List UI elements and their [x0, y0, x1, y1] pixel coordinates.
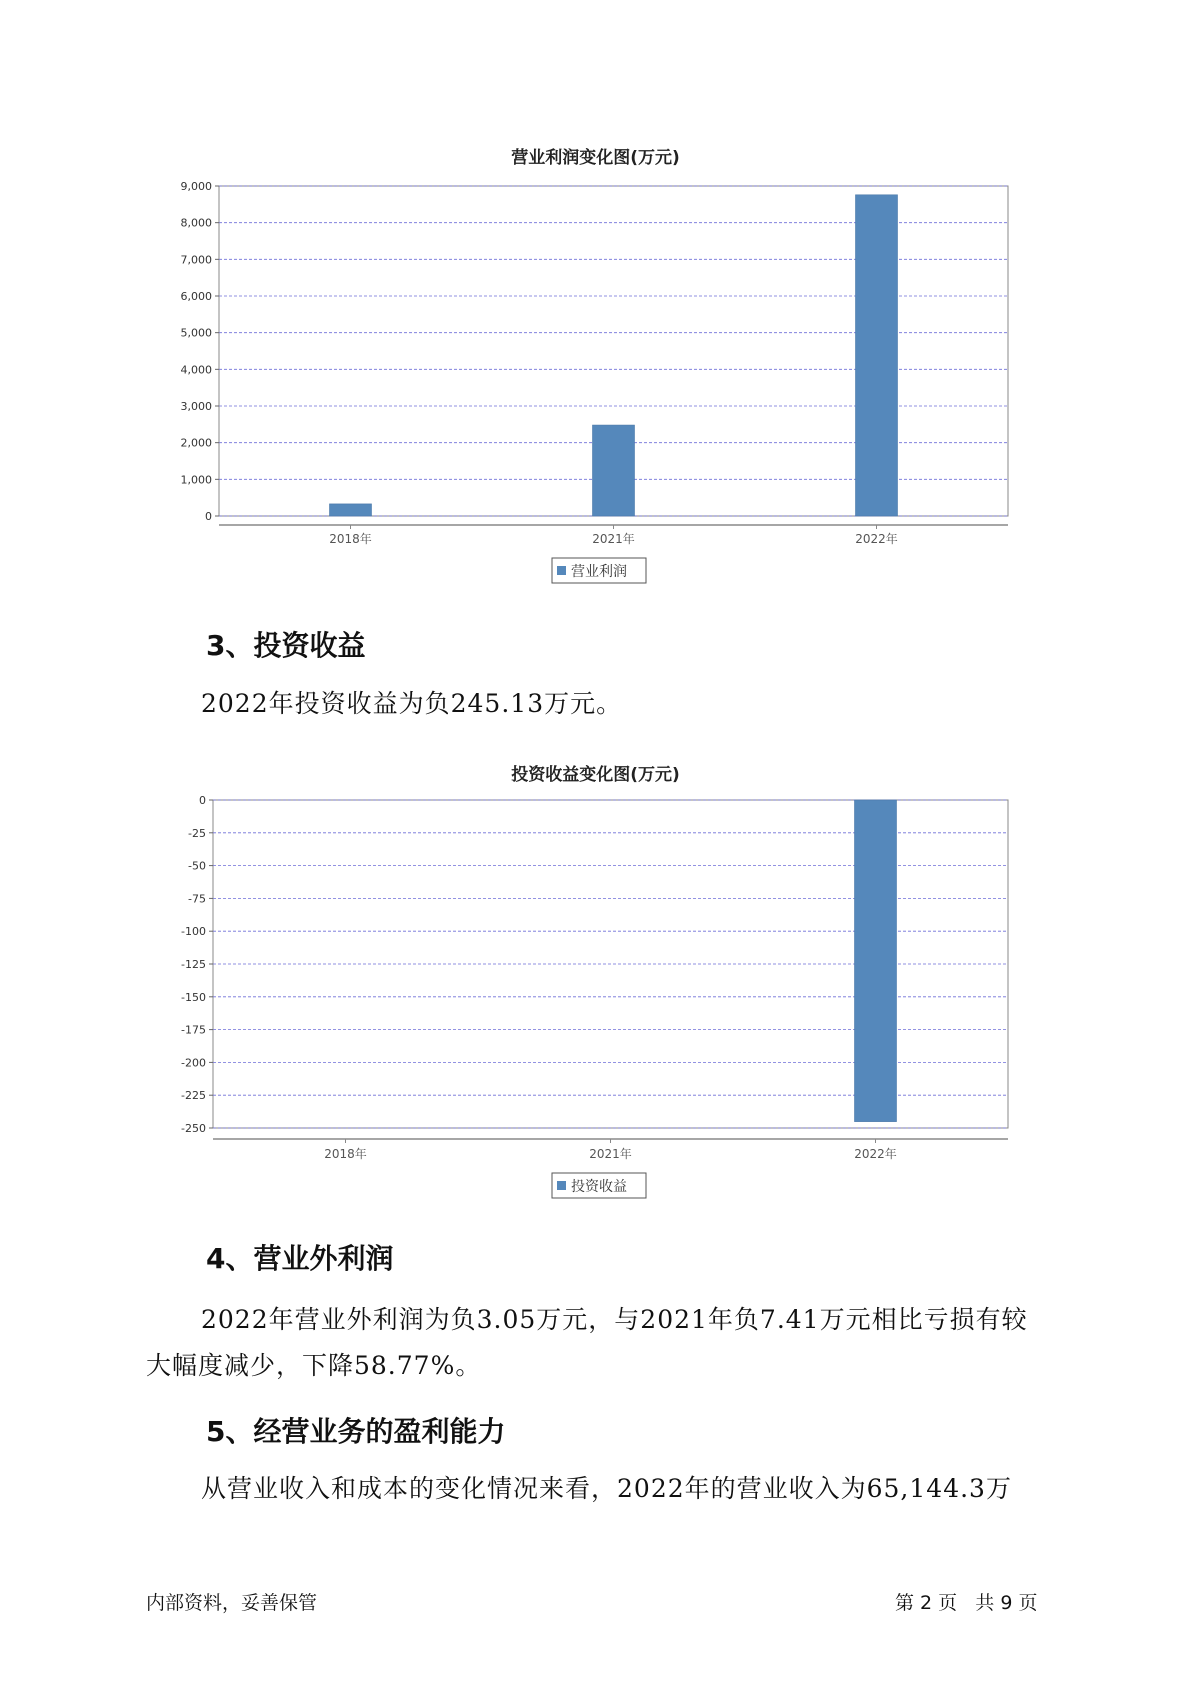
y-tick-label: 3,000: [180, 400, 212, 413]
y-tick-label: 4,000: [180, 363, 212, 377]
legend: [552, 558, 646, 583]
y-tick-label: 1,000: [180, 473, 212, 487]
x-tick-label: 2021年: [592, 532, 635, 546]
y-tick-label: -200: [181, 1056, 206, 1070]
legend-swatch: [557, 1181, 566, 1190]
legend-swatch: [557, 566, 566, 575]
section-3-text: 2022年投资收益为负245.13万元。: [201, 689, 623, 718]
y-tick-label: -25: [188, 826, 206, 840]
x-tick-label: 2021年: [589, 1147, 632, 1161]
x-tick-label: 2018年: [324, 1147, 367, 1161]
section-4-heading: 4、营业外利润: [206, 1242, 394, 1275]
y-tick-label: -75: [188, 892, 206, 906]
y-tick-label: -50: [188, 859, 206, 873]
footer-confidential: 内部资料，妥善保管: [146, 1592, 318, 1614]
y-tick-label: -125: [181, 958, 206, 971]
y-tick-label: -100: [181, 925, 206, 939]
bar: [856, 195, 898, 516]
y-tick-label: 5,000: [180, 326, 212, 340]
x-tick-label: 2022年: [854, 1147, 897, 1161]
section-3-heading: 3、投资收益: [206, 629, 366, 662]
y-tick-label: 9,000: [180, 180, 212, 193]
y-tick-label: 0: [199, 794, 206, 807]
legend-label: 营业利润: [571, 564, 627, 580]
section-5-heading: 5、经营业务的盈利能力: [206, 1415, 506, 1448]
legend-label: 投资收益: [571, 1179, 627, 1195]
section-4-text-line2: 大幅度减少，下降58.77%。: [146, 1351, 482, 1380]
y-tick-label: -250: [181, 1122, 206, 1135]
y-tick-label: 0: [205, 510, 212, 523]
footer-page-number: 第 2 页: [895, 1592, 958, 1614]
bar: [593, 425, 635, 516]
investment-income-chart: [0, 600, 1191, 1220]
section-5-text: 从营业收入和成本的变化情况来看，2022年的营业收入为65,144.3万: [201, 1474, 1012, 1503]
y-tick-label: -175: [181, 1023, 206, 1037]
operating-profit-chart: [0, 0, 1191, 600]
footer-page-info: [895, 1588, 1037, 1615]
y-tick-label: -150: [181, 990, 206, 1004]
chart2-title: 投资收益变化图(万元): [511, 765, 680, 785]
chart1-title: 营业利润变化图(万元): [511, 148, 680, 168]
y-tick-label: -225: [181, 1089, 206, 1103]
x-tick-label: 2018年: [329, 532, 372, 546]
bar: [855, 800, 897, 1122]
y-tick-label: 7,000: [180, 253, 212, 267]
footer-total-pages: 共 9 页: [975, 1592, 1038, 1614]
y-tick-label: 2,000: [180, 436, 212, 450]
x-tick-label: 2022年: [855, 532, 898, 546]
y-tick-label: 8,000: [180, 216, 212, 230]
bar: [330, 504, 372, 516]
y-tick-label: 6,000: [180, 290, 212, 303]
section-4-text-line1: 2022年营业外利润为负3.05万元，与2021年负7.41万元相比亏损有较: [201, 1305, 1028, 1334]
legend: [552, 1173, 646, 1198]
